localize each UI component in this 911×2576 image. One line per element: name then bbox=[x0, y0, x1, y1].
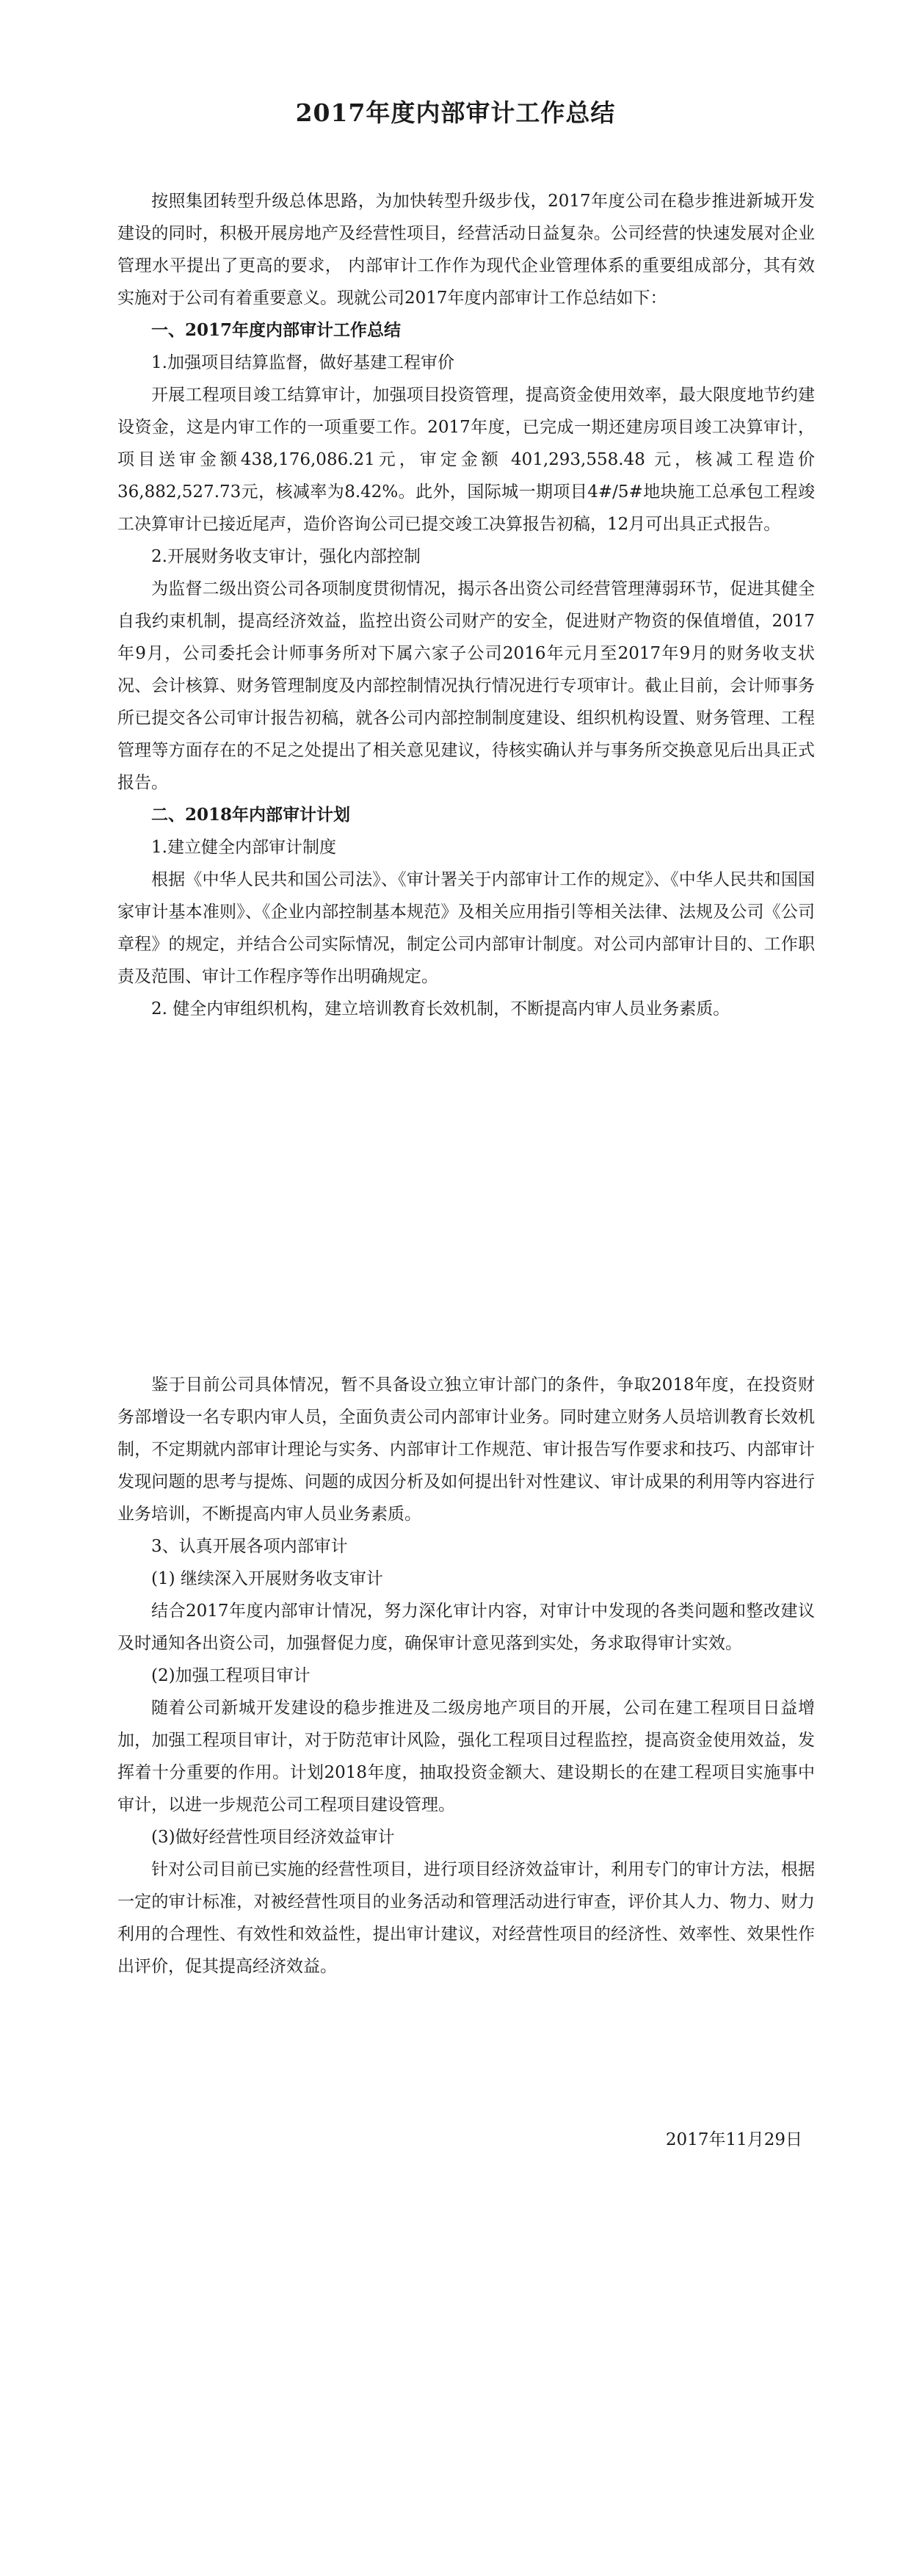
document-body-part-1 bbox=[117, 185, 815, 1025]
section-2-item-2-title: 2. 健全内审组织机构，建立培训教育长效机制，不断提高内审人员业务素质。 bbox=[151, 999, 730, 1019]
document-title: 2017年度内部审计工作总结 bbox=[295, 98, 616, 127]
document-body-part-2 bbox=[117, 1369, 815, 1983]
section-2-sub-3-body: 针对公司目前已实施的经营性项目，进行项目经济效益审计，利用专门的审计方法，根据一定的审计标准，对被经营性项目的业务活动和管理活动进行审查，评价其人力、物力、财力利用的合理性、有效性和效益性，提出审计建议，对经营性项目的经济性、效率性、效果性作出评价，促其提高经济效益。 bbox=[117, 1860, 815, 1976]
section-1-heading: 一、2017年度内部审计工作总结 bbox=[151, 320, 402, 340]
section-2-sub-3-title: (3)做好经营性项目经济效益审计 bbox=[151, 1828, 395, 1847]
document-date: 2017年11月29日 bbox=[665, 2130, 802, 2149]
section-2-item-2-body: 鉴于目前公司具体情况，暂不具备设立独立审计部门的条件，争取2018年度，在投资财务部增设一名专职内审人员，全面负责公司内部审计业务。同时建立财务人员培训教育长效机制，不定期就内部审计理论与实务、内部审计工作规范、审计报告写作要求和技巧、内部审计发现问题的思考与提炼、问题的成因分析及如何提出针对性建议、审计成果的利用等内容进行业务培训，不断提高内审人员业务素质。 bbox=[117, 1375, 815, 1524]
section-2-sub-2-body: 随着公司新城开发建设的稳步推进及二级房地产项目的开展，公司在建工程项目日益增加，加强工程项目审计，对于防范审计风险，强化工程项目过程监控，提高资金使用效益，发挥着十分重要的作用。计划2018年度，抽取投资金额大、建设期长的在建工程项目实施事中审计，以进一步规范公司工程项目建设管理。 bbox=[117, 1698, 815, 1815]
section-2-item-3-title: 3、认真开展各项内部审计 bbox=[151, 1537, 348, 1556]
section-1-item-2-title: 2.开展财务收支审计，强化内部控制 bbox=[151, 547, 421, 566]
section-2-sub-2-title: (2)加强工程项目审计 bbox=[151, 1666, 311, 1685]
intro-paragraph: 按照集团转型升级总体思路，为加快转型升级步伐，2017年度公司在稳步推进新城开发建设的同时，积极开展房地产及经营性项目，经营活动日益复杂。公司经营的快速发展对企业管理水平提出了更高的要求， 内部审计工作作为现代企业管理体系的重要组成部分，其有效实施对于公司有着重要意义。现就公司2017年度内部审计工作总结如下： bbox=[117, 192, 815, 308]
section-2-sub-1-body: 结合2017年度内部审计情况，努力深化审计内容，对审计中发现的各类问题和整改建议及时通知各出资公司，加强督促力度，确保审计意见落到实处，务求取得审计实效。 bbox=[117, 1602, 815, 1653]
section-2-item-1-title: 1.建立健全内部审计制度 bbox=[151, 838, 336, 857]
section-1-item-1-title: 1.加强项目结算监督，做好基建工程审价 bbox=[151, 353, 454, 372]
section-2-item-1-body: 根据《中华人民共和国公司法》、《审计署关于内部审计工作的规定》、《中华人民共和国国家审计基本准则》、《企业内部控制基本规范》及相关应用指引等相关法律、法规及公司《公司章程》的规定，并结合公司实际情况，制定公司内部审计制度。对公司内部审计目的、工作职责及范围、审计工作程序等作出明确规定。 bbox=[117, 870, 815, 986]
section-1-item-1-body: 开展工程项目竣工结算审计，加强项目投资管理，提高资金使用效率，最大限度地节约建设资金，这是内审工作的一项重要工作。2017年度，已完成一期还建房项目竣工决算审计，项目送审金额438,176,086.21元，审定金额 401,293,558.48 元，核减工程造价36,882,527.73元，核减率为8.42%。此外，国际城一期项目4#/5#地块施工总承包工程竣工决算审计已接近尾声，造价咨询公司已提交竣工决算报告初稿，12月可出具正式报告。 bbox=[117, 386, 815, 534]
section-2-heading: 二、2018年内部审计计划 bbox=[151, 805, 351, 825]
section-2-sub-1-title: (1) 继续深入开展财务收支审计 bbox=[151, 1569, 383, 1588]
section-1-item-2-body: 为监督二级出资公司各项制度贯彻情况，揭示各出资公司经营管理薄弱环节，促进其健全自我约束机制，提高经济效益，监控出资公司财产的安全，促进财产物资的保值增值，2017年9月，公司委托会计师事务所对下属六家子公司2016年元月至2017年9月的财务收支状况、会计核算、财务管理制度及内部控制情况执行情况进行专项审计。截止目前，会计师事务所已提交各公司审计报告初稿，就各公司内部控制制度建设、组织机构设置、财务管理、工程管理等方面存在的不足之处提出了相关意见建议，待核实确认并与事务所交换意见后出具正式报告。 bbox=[117, 579, 815, 792]
